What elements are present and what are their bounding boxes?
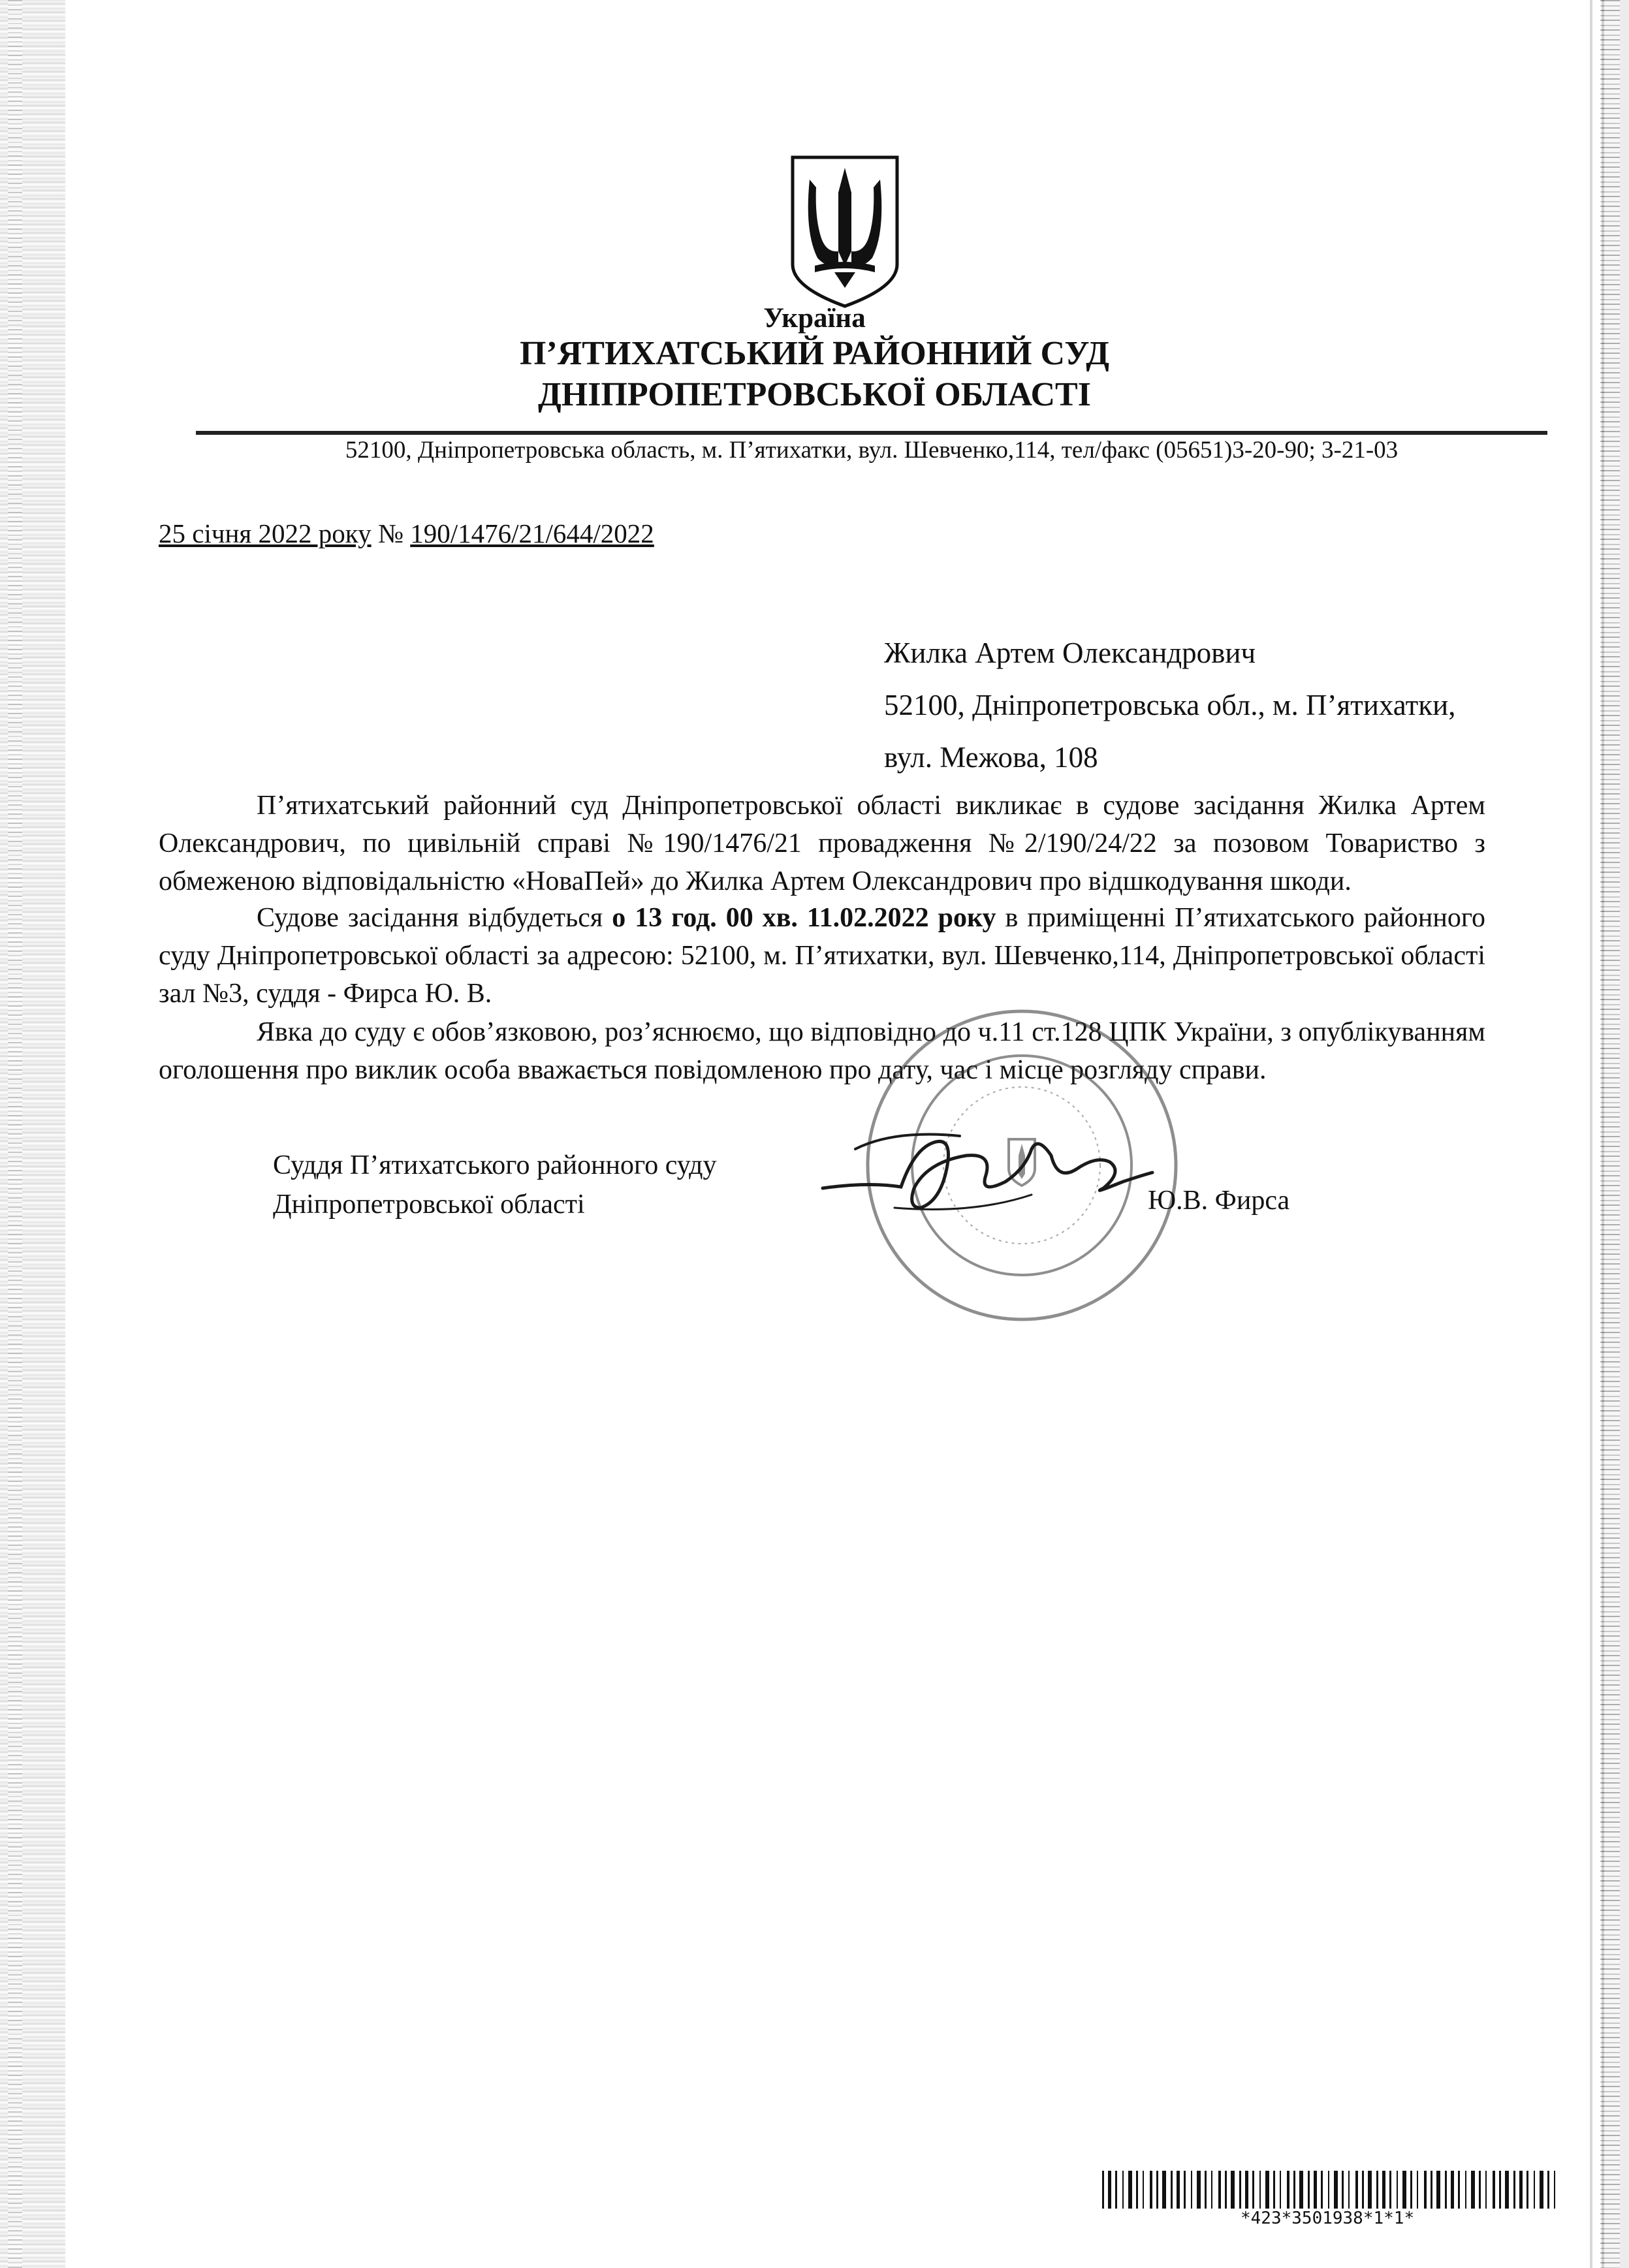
header-divider — [196, 431, 1547, 435]
court-address: 52100, Дніпропетровська область, м. П’ятихатки, вул. Шевченко,114, тел/факс (05651)3-20-90; 3-21-03 — [345, 437, 1399, 464]
paragraph-attendance — [159, 1013, 1485, 1089]
paragraph-summons-rest: по цивільній справі №190/1476/21 провадження №2/190/24/22 за позовом Товариство з обмеженою відповідальністю «НоваПей» до Жилка Артем Олександрович про відшкодування шкоди. — [159, 828, 1485, 896]
paragraph-summons — [159, 787, 1485, 900]
header-court-name: П’ЯТИХАТСЬКИЙ РАЙОННИЙ СУД — [519, 335, 1110, 372]
reference-number: 190/1476/21/644/2022 — [410, 518, 654, 548]
judge-title-line2: Дніпропетровської області — [273, 1189, 585, 1220]
addressee-address-line1: 52100, Дніпропетровська обл., м. П’ятихатки, — [884, 689, 1456, 721]
judge-title-line1: Суддя П’ятихатського районного суду — [273, 1150, 717, 1180]
reference-separator: № — [371, 518, 411, 548]
judge-signature — [816, 1110, 1156, 1227]
reference-date: 25 січня 2022 року — [159, 518, 372, 548]
paragraph-hearing-lead: Судове засідання відбудеться — [257, 903, 612, 933]
paragraph-hearing — [159, 899, 1485, 1013]
addressee-name: Жилка Артем Олександрович — [884, 637, 1256, 669]
header-country: Україна — [763, 303, 866, 334]
paragraph-hearing-rest: в приміщенні П’ятихатського районного суду Дніпропетровської області за адресою: 52100, м. П’ятихатки, вул. Шевченко,114, Дніпропетровської області зал №3, суддя - Фирса Ю. В. — [159, 903, 1486, 1009]
header-region: ДНІПРОПЕТРОВСЬКОЇ ОБЛАСТІ — [538, 376, 1091, 413]
addressee-address-line2: вул. Межова, 108 — [884, 741, 1098, 774]
barcode-text: *423*3501938*1*1* — [1241, 2209, 1415, 2228]
document-barcode — [1102, 2171, 1559, 2209]
judge-name: Ю.В. Фирса — [1148, 1186, 1290, 1216]
hearing-datetime: о 13 год. 00 хв. 11.02.2022 року — [612, 903, 996, 933]
paragraph-attendance-text: Явка до суду є обов’язковою, роз’яснюємо, що відповідно до ч.11 ст.128 ЦПК України, з опублікуванням оголошення про виклик особа вважається повідомленою про дату, час і місце розгляду справи. — [159, 1017, 1485, 1085]
addressee-block — [884, 627, 1455, 783]
trident-emblem-icon — [789, 153, 901, 310]
judge-title — [273, 1146, 717, 1224]
document-reference — [159, 518, 654, 549]
paragraph-summons-lead: П’ятихатський районний суд Дніпропетровської області викликає в судове засідання Жилка Артем Олександрович, — [159, 791, 1485, 858]
